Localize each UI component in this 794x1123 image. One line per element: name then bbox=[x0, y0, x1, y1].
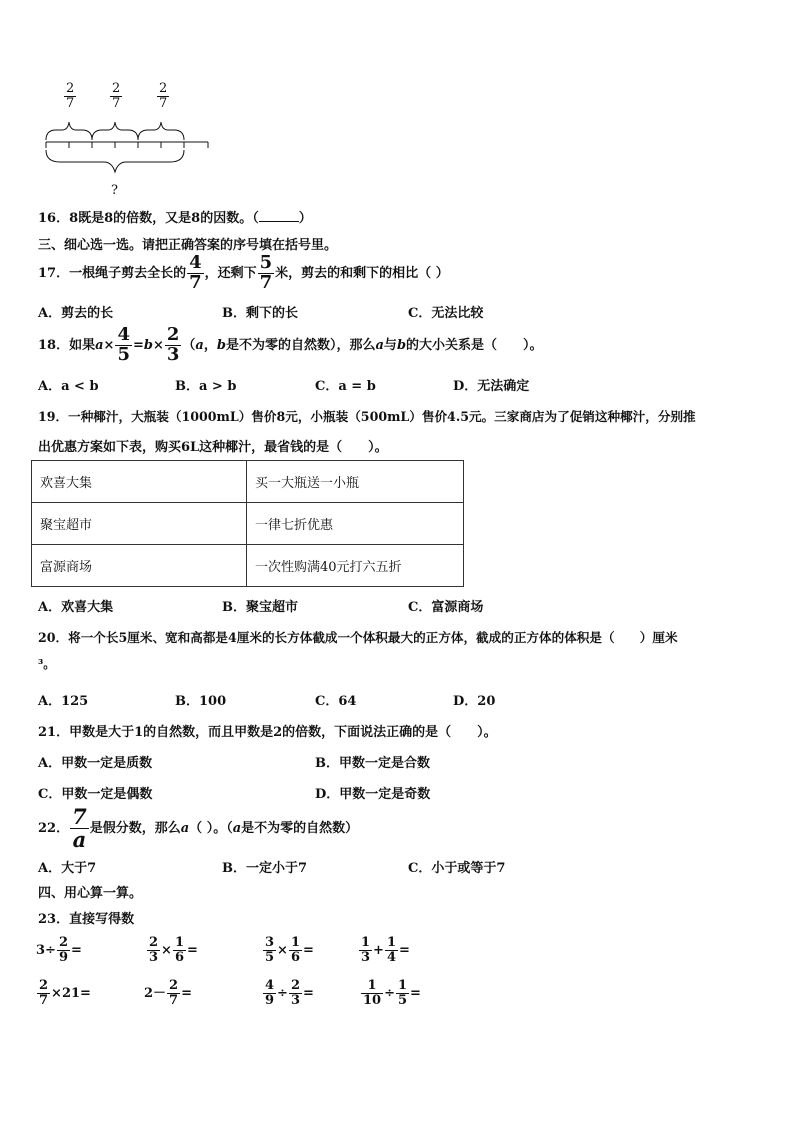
numerator: 5 bbox=[259, 252, 273, 273]
expr-fraction bbox=[263, 936, 276, 964]
denominator: 3 bbox=[166, 343, 180, 365]
expression-8 bbox=[360, 975, 421, 1013]
question-23-title: 23．直接写得数 bbox=[38, 912, 135, 927]
denominator: 7 bbox=[66, 95, 75, 111]
expr-fraction bbox=[361, 979, 383, 1007]
variable-b: b bbox=[216, 337, 226, 353]
q17-text-2: ，还剩下 bbox=[204, 265, 257, 281]
bottom-brace bbox=[46, 150, 184, 172]
q18-text-3: ， bbox=[203, 337, 217, 353]
variable-a: a bbox=[375, 337, 384, 353]
brace-2 bbox=[92, 122, 138, 140]
denominator: 9 bbox=[265, 993, 275, 1008]
q22-text-3: 是不为零的自然数） bbox=[241, 821, 359, 837]
denominator: 3 bbox=[290, 993, 300, 1008]
table-row bbox=[32, 503, 464, 545]
expr-right: = bbox=[71, 943, 82, 958]
denominator: 7 bbox=[189, 271, 202, 293]
expr-right: = bbox=[303, 943, 314, 958]
numerator: 1 bbox=[398, 978, 408, 994]
q21-option-c[interactable]: C．甲数一定是偶数 bbox=[38, 787, 153, 802]
question-16 bbox=[38, 207, 312, 226]
numerator: 2 bbox=[112, 81, 121, 96]
unknown-total-label: ? bbox=[111, 183, 118, 198]
numerator: 4 bbox=[265, 978, 275, 994]
shop-name: 富源商场 bbox=[32, 545, 247, 587]
table-row bbox=[32, 545, 464, 587]
q18-text-4: 是不为零的自然数），那么 bbox=[225, 337, 376, 353]
section-4-title: 四、用心算一算。 bbox=[38, 886, 143, 901]
promotion-table bbox=[31, 460, 464, 587]
denominator: 7 bbox=[112, 95, 121, 111]
q18-text-5: 与 bbox=[383, 337, 397, 353]
expr-right: ×21= bbox=[51, 986, 91, 1001]
numerator: 2 bbox=[39, 978, 49, 994]
numerator: 2 bbox=[66, 81, 75, 96]
numerator: 7 bbox=[72, 804, 87, 829]
q20-option-d[interactable]: D．20 bbox=[453, 694, 496, 709]
q20-option-c[interactable]: C．64 bbox=[315, 694, 357, 709]
shop-name: 聚宝超市 bbox=[32, 503, 247, 545]
variable-a: a bbox=[180, 821, 190, 837]
denominator: 3 bbox=[149, 950, 159, 965]
denominator: 7 bbox=[259, 271, 273, 293]
expr-right: = bbox=[399, 943, 410, 958]
segment-fraction-3 bbox=[157, 82, 169, 110]
expr-fraction bbox=[289, 936, 302, 964]
q22-text-1: 是假分数，那么 bbox=[89, 821, 181, 837]
expression-5 bbox=[36, 975, 91, 1013]
times-sign: × bbox=[103, 337, 115, 353]
brace-1 bbox=[46, 122, 92, 140]
expression-3 bbox=[262, 932, 314, 970]
q18-option-c[interactable]: C．a = b bbox=[315, 379, 376, 394]
variable-a: a bbox=[195, 337, 204, 353]
expression-6 bbox=[144, 975, 192, 1013]
q21-option-d[interactable]: D．甲数一定是奇数 bbox=[315, 787, 431, 802]
numerator: 1 bbox=[361, 979, 383, 994]
denominator: 5 bbox=[265, 950, 275, 965]
denominator: 7 bbox=[159, 95, 168, 111]
segment-fraction-2 bbox=[110, 82, 122, 110]
denominator: 6 bbox=[174, 950, 184, 965]
expr-fraction bbox=[147, 936, 160, 964]
numerator: 1 bbox=[174, 935, 184, 951]
variable-a: a bbox=[95, 337, 104, 353]
q17-option-b[interactable]: B．剩下的长 bbox=[222, 306, 298, 321]
question-19-line-2: 出优惠方案如下表，购买6L这种椰汁，最省钱的是（ ）。 bbox=[38, 440, 388, 455]
expr-operator: × bbox=[277, 943, 288, 958]
segment-diagram-svg bbox=[38, 110, 218, 180]
expr-operator: ÷ bbox=[384, 986, 395, 1001]
variable-a: a bbox=[232, 821, 242, 837]
expression-2 bbox=[146, 932, 198, 970]
shop-offer: 一律七折优惠 bbox=[247, 503, 464, 545]
q19-option-b[interactable]: B．聚宝超市 bbox=[222, 600, 298, 615]
numerator: 1 bbox=[290, 935, 300, 951]
numerator: 2 bbox=[149, 935, 159, 951]
q19-option-c[interactable]: C．富源商场 bbox=[408, 600, 484, 615]
equals-sign: = bbox=[132, 337, 144, 353]
q18-text-2: （ bbox=[182, 337, 196, 353]
question-19-line-1: 19．一种椰汁，大瓶装（1000mL）售价8元，小瓶装（500mL）售价4.5元。三家商店为了促销这种椰汁，分别推 bbox=[38, 409, 696, 424]
q22-text-2: （ ）。（ bbox=[189, 821, 233, 837]
q17-text-1: 17．一根绳子剪去全长的 bbox=[38, 265, 187, 281]
denominator: 9 bbox=[58, 950, 68, 965]
expression-4 bbox=[358, 932, 410, 970]
denominator: 3 bbox=[361, 950, 371, 965]
expr-right: = bbox=[187, 943, 198, 958]
q17-text-3: 米，剪去的和剩下的相比（ ） bbox=[275, 265, 449, 281]
expr-fraction bbox=[385, 936, 398, 964]
numerator: 2 bbox=[169, 978, 179, 994]
q21-option-a[interactable]: A．甲数一定是质数 bbox=[38, 756, 153, 771]
brace-3 bbox=[138, 122, 184, 140]
expr-right: = bbox=[303, 986, 314, 1001]
numerator: 2 bbox=[290, 978, 300, 994]
expression-7 bbox=[262, 975, 314, 1013]
variable-b: b bbox=[143, 337, 153, 353]
expr-left: 3÷ bbox=[36, 943, 56, 958]
denominator: 7 bbox=[39, 993, 49, 1008]
numerator: 4 bbox=[189, 252, 202, 273]
q21-option-b[interactable]: B．甲数一定是合数 bbox=[315, 756, 430, 771]
q18-text-6: 的大小关系是（ ）。 bbox=[406, 337, 543, 353]
q22-fraction bbox=[70, 806, 89, 851]
variable-b: b bbox=[396, 337, 407, 353]
numerator: 2 bbox=[159, 81, 168, 96]
expr-fraction bbox=[37, 979, 50, 1007]
numerator: 4 bbox=[117, 324, 130, 345]
expr-fraction bbox=[167, 979, 180, 1007]
expr-fraction bbox=[263, 979, 276, 1007]
question-18 bbox=[38, 326, 543, 365]
q18-fraction-2 bbox=[165, 326, 182, 365]
q18-option-d[interactable]: D．无法确定 bbox=[453, 379, 530, 394]
expr-fraction bbox=[396, 979, 409, 1007]
expr-operator: × bbox=[161, 943, 172, 958]
q18-option-b[interactable]: B．a > b bbox=[175, 379, 237, 394]
question-21: 21．甲数是大于1的自然数，而且甲数是2的倍数，下面说法正确的是（ ）。 bbox=[38, 725, 497, 740]
q18-fraction-1 bbox=[115, 326, 132, 365]
q17-fraction-1 bbox=[187, 254, 204, 293]
q22-option-b[interactable]: B．一定小于7 bbox=[222, 861, 308, 876]
expr-fraction bbox=[57, 936, 70, 964]
q20-option-a[interactable]: A．125 bbox=[38, 694, 89, 709]
numerator: 2 bbox=[58, 935, 68, 951]
denominator: 6 bbox=[290, 950, 300, 965]
expr-fraction bbox=[173, 936, 186, 964]
question-16-text: 16．8既是8的倍数，又是8的因数。（ bbox=[38, 211, 259, 226]
table-row bbox=[32, 461, 464, 503]
numerator: 2 bbox=[166, 324, 180, 345]
times-sign: × bbox=[152, 337, 164, 353]
shop-offer: 买一大瓶送一小瓶 bbox=[247, 461, 464, 503]
expr-operator: ÷ bbox=[277, 986, 288, 1001]
section-3-title: 三、细心选一选。请把正确答案的序号填在括号里。 bbox=[38, 238, 338, 253]
expr-right: = bbox=[410, 986, 421, 1001]
question-16-close: ） bbox=[298, 211, 312, 226]
q17-option-a[interactable]: A．剪去的长 bbox=[38, 306, 114, 321]
expr-right: = bbox=[181, 986, 192, 1001]
expr-fraction bbox=[289, 979, 302, 1007]
q22-option-c[interactable]: C．小于或等于7 bbox=[408, 861, 506, 876]
q20-option-b[interactable]: B．100 bbox=[175, 694, 227, 709]
expression-1 bbox=[36, 932, 82, 970]
question-17 bbox=[38, 254, 449, 293]
question-20-line-1: 20．将一个长5厘米、宽和高都是4厘米的长方体截成一个体积最大的正方体，截成的正方体的体积是（ ）厘米 bbox=[38, 630, 678, 645]
denominator: 4 bbox=[386, 950, 396, 965]
question-22 bbox=[38, 806, 358, 851]
denominator: 5 bbox=[117, 343, 130, 365]
denominator: 10 bbox=[363, 993, 382, 1008]
expr-left: 2－ bbox=[144, 986, 167, 1001]
q17-option-c[interactable]: C．无法比较 bbox=[408, 306, 484, 321]
expr-fraction bbox=[359, 936, 372, 964]
q17-fraction-2 bbox=[258, 254, 275, 293]
numerator: 3 bbox=[265, 935, 275, 951]
tick-marks bbox=[46, 142, 208, 148]
denominator: 5 bbox=[398, 993, 408, 1008]
q19-option-a[interactable]: A．欢喜大集 bbox=[38, 600, 114, 615]
numerator: 1 bbox=[361, 935, 371, 951]
question-20-line-2: ³。 bbox=[38, 657, 56, 671]
q18-option-a[interactable]: A．a < b bbox=[38, 379, 99, 394]
shop-name: 欢喜大集 bbox=[32, 461, 247, 503]
answer-blank[interactable] bbox=[259, 210, 299, 222]
segment-fraction-1 bbox=[64, 82, 76, 110]
denominator: 7 bbox=[169, 993, 179, 1008]
shop-offer: 一次性购满40元打六五折 bbox=[247, 545, 464, 587]
q22-number: 22． bbox=[38, 821, 70, 837]
expr-operator: + bbox=[373, 943, 384, 958]
numerator: 1 bbox=[386, 935, 396, 951]
denominator: a bbox=[72, 827, 87, 853]
q22-option-a[interactable]: A．大于7 bbox=[38, 861, 97, 876]
q18-text-1: 18．如果 bbox=[38, 337, 96, 353]
